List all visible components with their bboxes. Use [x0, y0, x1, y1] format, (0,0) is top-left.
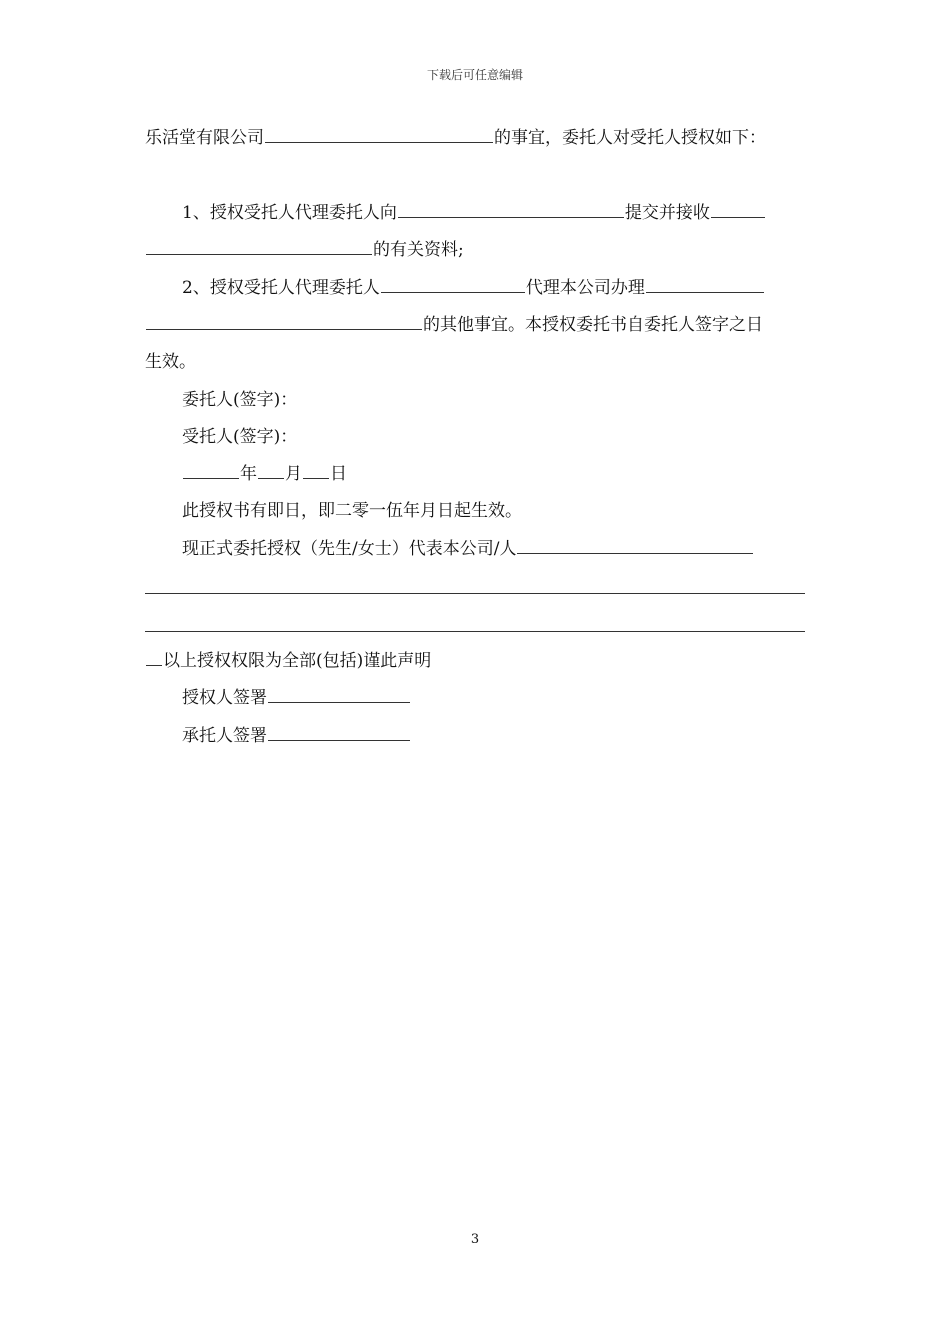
text-segment: 承托人签署	[182, 726, 267, 746]
paragraph-line	[145, 238, 464, 262]
text-segment: 授权人签署	[182, 688, 267, 708]
text-segment: 代理本公司办理	[525, 278, 645, 298]
year-label: 年	[240, 464, 257, 484]
page-number: 3	[470, 1232, 480, 1247]
blank-underline	[146, 649, 162, 666]
company-name: 乐活堂有限公司	[145, 128, 264, 148]
text-segment: 现正式委托授权（先生/女士）代表本公司/人	[182, 539, 517, 559]
day-label: 日	[330, 464, 347, 484]
blank-underline	[146, 238, 372, 255]
blank-underline	[381, 276, 525, 293]
paragraph-line	[145, 313, 763, 337]
paragraph-line	[182, 276, 765, 300]
blank-underline	[265, 126, 493, 143]
paragraph-line: 生效。	[145, 352, 196, 372]
year-blank	[183, 462, 239, 479]
page-header: 下载后可任意编辑	[426, 68, 523, 82]
blank-underline	[517, 537, 753, 554]
text-segment: 以上授权权限为全部(包括)谨此声明	[163, 651, 432, 671]
text-segment: 的事宜，委托人对受托人授权如下：	[494, 128, 766, 148]
paragraph-line	[182, 537, 754, 561]
paragraph-line	[145, 126, 766, 150]
blank-rule	[145, 631, 805, 632]
blank-underline	[711, 201, 765, 218]
grantee-signature-line	[182, 724, 411, 748]
paragraph-line: 此授权书有即日，即二零一伍年月日起生效。	[182, 501, 522, 521]
month-blank	[258, 462, 284, 479]
text-segment: 的其他事宜。本授权委托书自委托人签字之日	[423, 315, 763, 335]
day-blank	[303, 462, 329, 479]
blank-underline	[146, 313, 422, 330]
text-segment: 的有关资料;	[373, 240, 464, 260]
paragraph-line	[182, 201, 766, 225]
blank-underline	[268, 686, 410, 703]
text-segment: 提交并接收	[624, 203, 710, 223]
text-segment: 2、授权受托人代理委托人	[182, 278, 380, 298]
blank-underline	[268, 724, 410, 741]
blank-underline	[398, 201, 624, 218]
principal-signature-label: 委托人(签字)：	[182, 390, 298, 410]
text-segment: 1、授权受托人代理委托人向	[182, 203, 397, 223]
date-line	[182, 462, 347, 486]
grantor-signature-line	[182, 686, 411, 710]
blank-rule	[145, 593, 805, 594]
month-label: 月	[285, 464, 302, 484]
blank-underline	[646, 276, 764, 293]
agent-signature-label: 受托人(签字)：	[182, 427, 298, 447]
paragraph-line	[145, 649, 431, 673]
